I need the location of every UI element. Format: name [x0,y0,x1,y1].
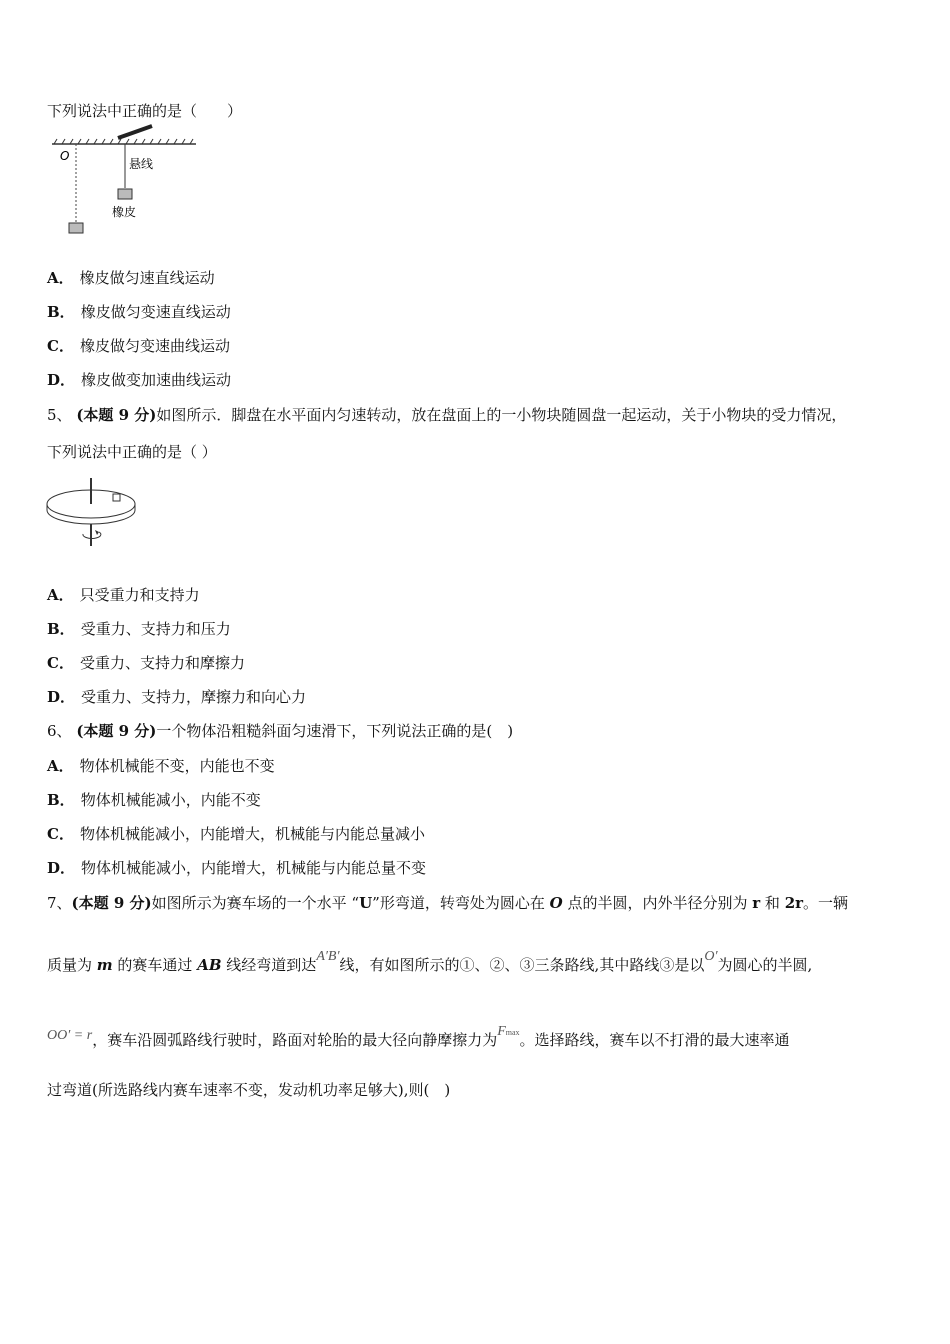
math-oo-prime-equals-r: OO′ = r [47,1028,93,1043]
q4-figure [50,130,210,240]
label-o: O [60,149,70,163]
label-hanging-line: 悬线 [129,157,154,171]
q5-turntable-figure [45,474,140,549]
q6-option-a: A． 物体机械能不变，内能也不变 [47,757,275,775]
q4-option-b: B． 橡皮做匀变速直线运动 [47,303,231,321]
q5-option-c: C． 受重力、支持力和摩擦力 [47,654,245,672]
q4-option-a: A． 橡皮做匀速直线运动 [47,269,215,287]
math-a-prime-b-prime: A′B′ [316,949,340,964]
q4-stem-tail: 下列说法中正确的是（ ） [47,102,243,120]
math-o-prime: O′ [704,949,718,964]
q7-stem-line2: 质量为 m 的赛车通过 AB 线经弯道到达A′B′线，有如图所示的①、②、③三条路线,其中路线③是以O′为圆心的半圆, [47,949,813,974]
q5-option-b: B． 受重力、支持力和压力 [47,620,231,638]
q6-stem: 6、 (本题 9 分)一个物体沿粗糙斜面匀速滑下，下列说法正确的是( ) [47,722,514,740]
q5-stem-line1: 5、 (本题 9 分)如图所示．脚盘在水平面内匀速转动，放在盘面上的一小物块随圆盘一起运动，关于小物块的受力情况， [47,406,847,424]
math-f-max: Fmax [497,1024,520,1039]
q6-option-b: B． 物体机械能减小，内能不变 [47,791,261,809]
q4-option-c: C． 橡皮做匀变速曲线运动 [47,337,230,355]
q5-option-d: D． 受重力、支持力，摩擦力和向心力 [47,688,307,706]
q7-stem-line4: 过弯道(所选路线内赛车速率不变，发动机功率足够大),则( ) [47,1081,451,1099]
q7-stem-line3: OO′ = r，赛车沿圆弧路线行驶时，路面对轮胎的最大径向静摩擦力为Fmax。选择路线，赛车以不打滑的最大速率通 [47,1024,790,1049]
q5-option-a: A． 只受重力和支持力 [47,586,200,604]
q6-option-d: D． 物体机械能减小，内能增大，机械能与内能总量不变 [47,859,427,877]
q5-stem-line2: 下列说法中正确的是（ ） [47,443,217,461]
q6-option-c: C． 物体机械能减小，内能增大，机械能与内能总量减小 [47,825,425,843]
q4-option-d: D． 橡皮做变加速曲线运动 [47,371,232,389]
q7-stem-line1: 7、(本题 9 分)如图所示为赛车场的一个水平 “U”形弯道，转弯处为圆心在 O 点的半圆，内外半径分别为 r 和 2r。一辆 [47,894,849,912]
label-eraser: 橡皮 [112,205,137,219]
